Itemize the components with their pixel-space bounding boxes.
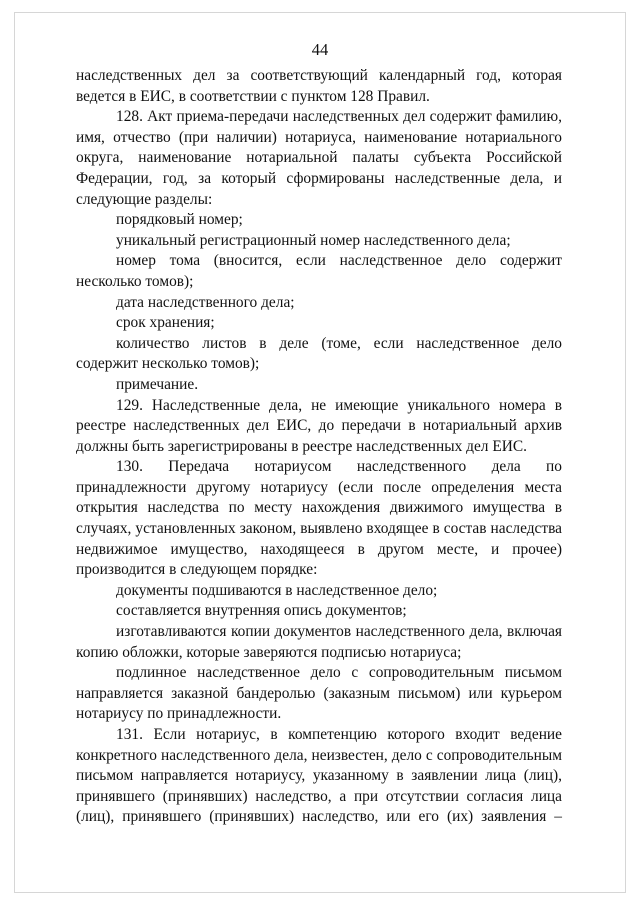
- paragraph: количество листов в деле (томе, если наследственное дело содержит несколько томов);: [76, 334, 562, 373]
- document-body: [76, 66, 562, 828]
- paragraph: документы подшиваются в наследственное дело;: [116, 581, 438, 599]
- paragraph: примечание.: [116, 375, 199, 393]
- paragraph: наследственных дел за соответствующий календарный год, которая ведется в ЕИС, в соответствии с пунктом 128 Правил.: [76, 67, 562, 105]
- paragraph: номер тома (вносится, если наследственное дело содержит несколько томов);: [76, 252, 562, 290]
- paragraph: 131. Если нотариус, в компетенцию которого входит ведение конкретного наследственного дела, неизвестен, дело с сопроводительным письмом направляется нотариусу, указанному в заявлении лица (лиц), принявшего (принявших) наследство, а при отсутствии согласия лица (лиц), принявшего (принявших) наследство, или его (их) заявления –: [76, 726, 562, 826]
- paragraph: составляется внутренняя опись документов;: [116, 602, 407, 620]
- paragraph: 130. Передача нотариусом наследственного дела по принадлежности другому нотариусу (если после определения места открытия наследства по месту нахождения движимого имущества в случаях, установленных законом, выявлено входящее в состав наследства недвижимое имущество, находящееся в другом месте, и прочее) производится в следующем порядке:: [76, 458, 562, 579]
- paragraph: уникальный регистрационный номер наследственного дела;: [116, 231, 511, 249]
- page-number: 44: [311, 40, 329, 59]
- paragraph: подлинное наследственное дело с сопроводительным письмом направляется заказной бандеролью (заказным письмом) или курьером нотариусу по принадлежности.: [76, 664, 562, 723]
- paragraph: срок хранения;: [116, 314, 215, 332]
- paragraph: порядковый номер;: [116, 211, 243, 229]
- paragraph: дата наследственного дела;: [116, 293, 295, 311]
- paragraph: изготавливаются копии документов наследственного дела, включая копию обложки, которые заверяются подписью нотариуса;: [76, 623, 562, 661]
- paragraph: 129. Наследственные дела, не имеющие уникального номера в реестре наследственных дел ЕИС, до передачи в нотариальный архив должны быть зарегистрированы в реестре наследственных дел ЕИС.: [76, 396, 562, 455]
- paragraph: 128. Акт приема-передачи наследственных дел содержит фамилию, имя, отчество (при наличии) нотариуса, наименование нотариального округа, наименование нотариальной палаты субъекта Российской Федерации, год, за который сформированы наследственные дела, и следующие разделы:: [76, 108, 562, 208]
